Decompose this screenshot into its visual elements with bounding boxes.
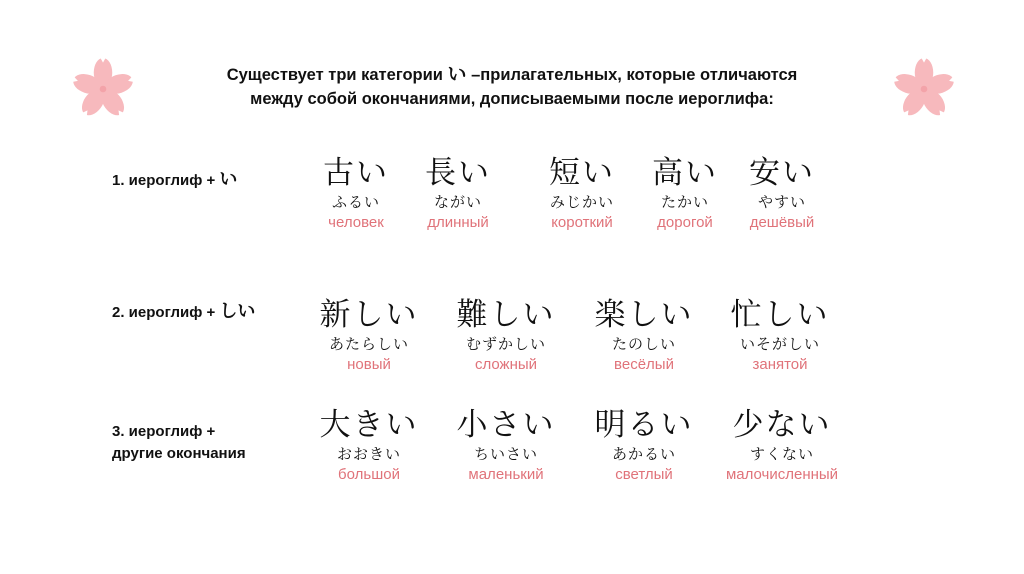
title-text-start: Существует три категории bbox=[226, 66, 448, 84]
word-kana: やすい bbox=[757, 193, 806, 211]
word-card bbox=[526, 154, 638, 234]
word-card bbox=[712, 406, 852, 486]
word-meaning: новый bbox=[347, 356, 391, 373]
slide-title bbox=[150, 62, 874, 111]
word-meaning: длинный bbox=[427, 214, 489, 231]
category-2-label bbox=[112, 301, 255, 324]
category-1-label bbox=[112, 169, 237, 192]
category-2-label-text: 2. иероглиф + bbox=[112, 304, 220, 321]
category-3-label-line-1: 3. иероглиф + bbox=[112, 423, 216, 440]
word-kanji: 古い bbox=[323, 155, 389, 191]
word-kana: ふるい bbox=[331, 193, 380, 211]
word-kana: ながい bbox=[433, 193, 482, 211]
category-3-label-line-2: другие окончания bbox=[112, 445, 246, 462]
word-card bbox=[638, 154, 732, 234]
word-meaning: короткий bbox=[551, 214, 613, 231]
word-card bbox=[582, 406, 706, 486]
title-line-2: между собой окончаниями, дописываемыми после иероглифа: bbox=[250, 90, 774, 108]
word-kanji: 小さい bbox=[456, 407, 556, 443]
word-meaning: человек bbox=[328, 214, 384, 231]
word-card bbox=[304, 154, 408, 234]
word-kana: たのしい bbox=[611, 335, 676, 353]
word-meaning: светлый bbox=[615, 466, 673, 483]
word-kana: むずかしい bbox=[465, 335, 546, 353]
word-kana: あたらしい bbox=[328, 335, 409, 353]
word-meaning: большой bbox=[338, 466, 400, 483]
word-card bbox=[444, 296, 568, 376]
word-meaning: сложный bbox=[474, 356, 538, 373]
word-kanji: 安い bbox=[749, 155, 815, 191]
word-meaning: маленький bbox=[468, 466, 544, 483]
category-2-label-kana: しい bbox=[219, 301, 256, 322]
sakura-flower-icon bbox=[891, 56, 957, 122]
word-card bbox=[306, 296, 432, 376]
word-kanji: 大きい bbox=[319, 407, 419, 443]
word-kana: あかるい bbox=[611, 445, 676, 463]
word-kanji: 短い bbox=[549, 155, 615, 191]
word-meaning: весёлый bbox=[614, 356, 674, 373]
title-kana: い bbox=[447, 63, 467, 85]
word-kanji: 長い bbox=[425, 155, 491, 191]
title-line-1 bbox=[150, 62, 874, 87]
word-card bbox=[408, 154, 508, 234]
word-kana: たかい bbox=[660, 193, 709, 211]
title-text-end: –прилагательных, которые отличаются bbox=[466, 66, 798, 84]
word-card bbox=[444, 406, 568, 486]
word-kana: いそがしい bbox=[739, 335, 820, 353]
category-1-label-kana: い bbox=[219, 169, 238, 190]
word-meaning: занятой bbox=[752, 356, 808, 373]
word-kanji: 高い bbox=[652, 155, 718, 191]
word-kanji: 少ない bbox=[732, 407, 832, 443]
word-card bbox=[734, 154, 830, 234]
word-kanji: 忙しい bbox=[730, 297, 830, 333]
word-kana: おおきい bbox=[336, 445, 401, 463]
word-kanji: 明るい bbox=[594, 407, 694, 443]
word-meaning: дорогой bbox=[657, 214, 713, 231]
word-kanji: 難しい bbox=[456, 297, 556, 333]
word-kana: みじかい bbox=[549, 193, 614, 211]
sakura-flower-icon bbox=[70, 56, 136, 122]
word-card bbox=[718, 296, 842, 376]
word-meaning: малочисленный bbox=[725, 466, 839, 483]
word-meaning: дешёвый bbox=[749, 214, 815, 231]
word-kanji: 新しい bbox=[319, 297, 419, 333]
word-kana: すくない bbox=[749, 445, 814, 463]
category-1-label-text: 1. иероглиф + bbox=[112, 172, 220, 189]
word-kana: ちいさい bbox=[473, 445, 538, 463]
word-kanji: 楽しい bbox=[594, 297, 694, 333]
word-card bbox=[306, 406, 432, 486]
word-card bbox=[582, 296, 706, 376]
category-3-label bbox=[112, 421, 246, 465]
